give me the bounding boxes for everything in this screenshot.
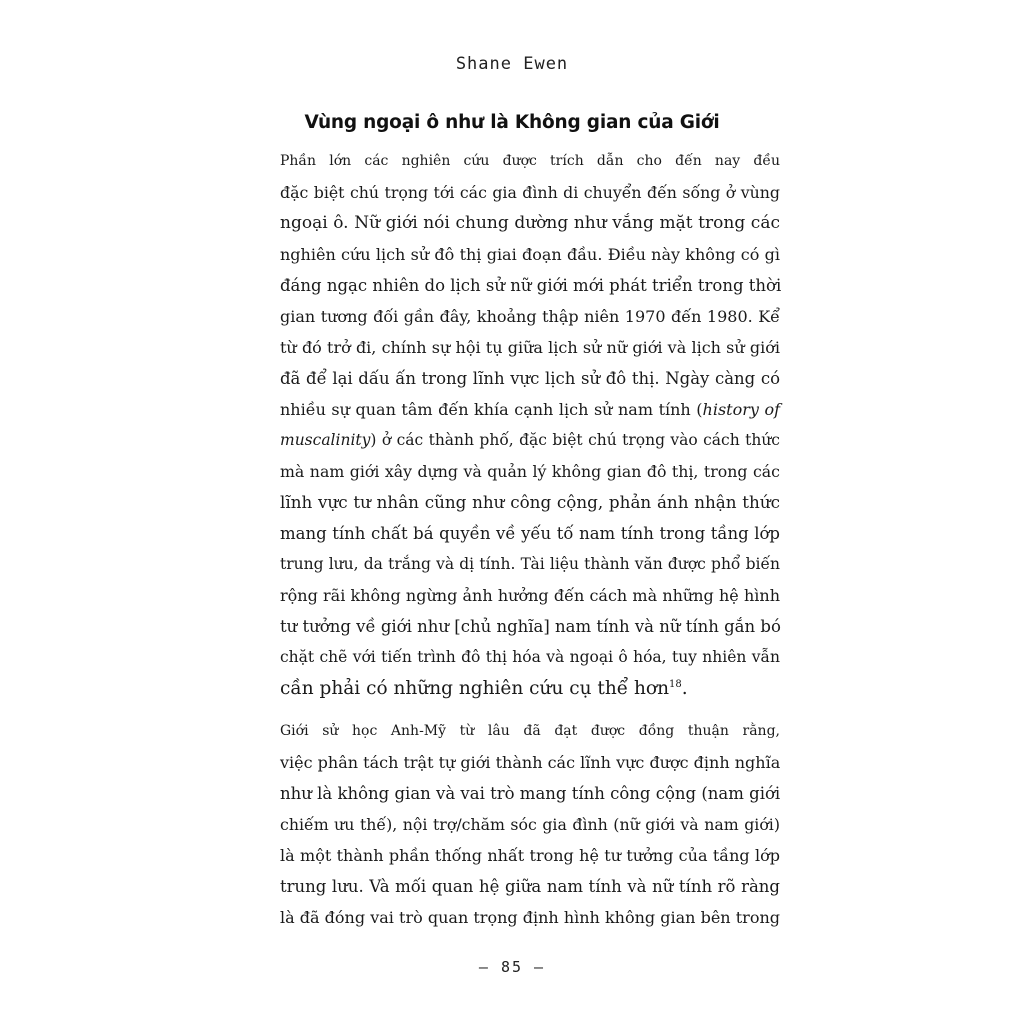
paragraph-2	[244, 716, 780, 933]
text-segment: ) ở các thành phố, đặc biệt chú trọng vào cách thức	[370, 431, 780, 449]
text-line: chiếm ưu thế), nội trợ/chăm sóc gia đình (nữ giới và nam giới)	[280, 815, 780, 834]
running-head-author: Shane Ewen	[455, 54, 569, 74]
text-line: chặt chẽ với tiến trình đô thị hóa và ngoại ô hóa, tuy nhiên vẫn	[280, 648, 780, 666]
paragraph-1	[244, 146, 780, 704]
text-line: trung lưu, da trắng và dị tính. Tài liệu thành văn được phổ biến	[280, 555, 780, 573]
text-line: mà nam giới xây dựng và quản lý không gian đô thị, trong các	[280, 462, 780, 481]
text-line: Giới sử học Anh-Mỹ từ lâu đã đạt được đồng thuận rằng,	[280, 723, 780, 739]
body-text	[244, 146, 780, 933]
text-line: như là không gian và vai trò mang tính công cộng (nam giới	[280, 784, 781, 803]
text-line	[244, 673, 780, 704]
text-segment: cần phải có những nghiên cứu cụ thể hơn	[280, 678, 669, 699]
text-line: là đã đóng vai trò quan trọng định hình không gian bên trong	[280, 908, 780, 927]
italic-term: history of	[702, 400, 780, 419]
text-line: việc phân tách trật tự giới thành các lĩnh vực được định nghĩa	[280, 753, 781, 772]
text-line: ngoại ô. Nữ giới nói chung dường như vắng mặt trong các	[280, 213, 780, 233]
text-line: từ đó trở đi, chính sự hội tụ giữa lịch sử nữ giới và lịch sử giới	[280, 338, 780, 357]
text-segment: .	[681, 678, 688, 699]
text-line: trung lưu. Và mối quan hệ giữa nam tính và nữ tính rõ ràng	[280, 877, 780, 896]
text-line: nghiên cứu lịch sử đô thị giai đoạn đầu. Điều này không có gì	[280, 245, 780, 264]
text-line: gian tương đối gần đây, khoảng thập niên 1970 đến 1980. Kể	[280, 307, 780, 326]
page-number: – 85 –	[478, 958, 546, 976]
text-segment: nhiều sự quan tâm đến khía cạnh lịch sử nam tính (	[280, 400, 703, 419]
section-title: Vùng ngoại ô như là Không gian của Giới	[304, 112, 720, 133]
text-line	[244, 425, 780, 456]
italic-term: muscalinity	[280, 431, 371, 449]
text-line: lĩnh vực tư nhân cũng như công cộng, phản ánh nhận thức	[280, 492, 780, 512]
text-line: đặc biệt chú trọng tới các gia đình di chuyển đến sống ở vùng	[280, 183, 780, 202]
text-line: đã để lại dấu ấn trong lĩnh vực lịch sử đô thị. Ngày càng có	[280, 369, 780, 388]
text-line: rộng rãi không ngừng ảnh hưởng đến cách mà những hệ hình	[280, 586, 780, 605]
text-line: Phần lớn các nghiên cứu được trích dẫn cho đến nay đều	[280, 153, 780, 169]
footnote-marker: 18	[668, 678, 682, 690]
text-line	[244, 394, 780, 425]
text-line: mang tính chất bá quyền về yếu tố nam tính trong tầng lớp	[280, 524, 780, 543]
text-line: là một thành phần thống nhất trong hệ tư tưởng của tầng lớp	[280, 846, 780, 865]
text-line: tư tưởng về giới như [chủ nghĩa] nam tính và nữ tính gắn bó	[280, 617, 781, 636]
text-line: đáng ngạc nhiên do lịch sử nữ giới mới phát triển trong thời	[280, 276, 782, 295]
